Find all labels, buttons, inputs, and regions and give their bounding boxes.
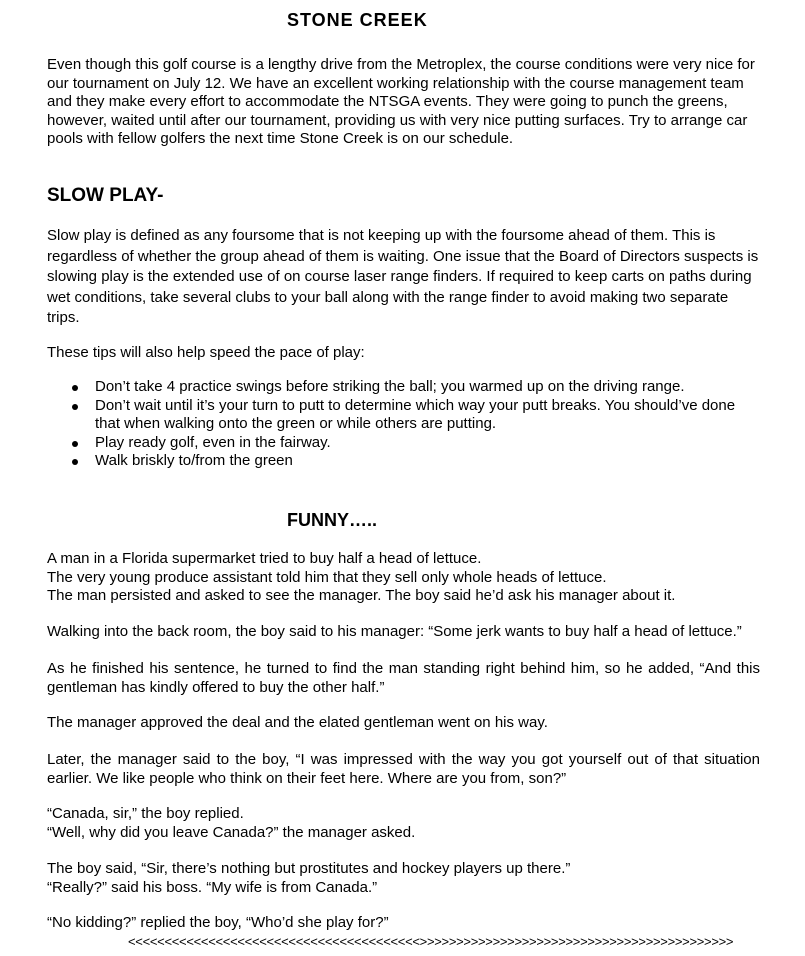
tips-intro: These tips will also help speed the pace of play:	[47, 344, 365, 361]
text-line: The boy said, “Sir, there’s nothing but prostitutes and hockey players up there.”	[47, 860, 571, 877]
tip-text: Don’t wait until it’s your turn to putt to determine which way your putt breaks. You should’ve done that when walking onto the green or while others are putting.	[95, 396, 736, 433]
funny-heading: FUNNY…..	[287, 510, 377, 530]
stone-creek-paragraph: Even though this golf course is a lengthy drive from the Metroplex, the course conditions were very nice for our tournament on July 12. We have an excellent working relationship with the course management team and they make every effort to accommodate the NTSGA events. They were going to punch the greens, however, waited until after our tournament, providing us with very nice putting surfaces. Try to arrange car pools with fellow golfers the next time Stone Creek is on our schedule.	[47, 56, 755, 148]
text-line: “Really?” said his boss. “My wife is from Canada.”	[47, 878, 378, 896]
slow-play-paragraph: Slow play is defined as any foursome that is not keeping up with the foursome ahead of them. This is regardless of whether the group ahead of them is waiting. One issue that the Board of Directors suspects is slowing play is the extended use of on course laser range finders. If required to keep carts on paths during wet conditions, take several clubs to your ball along with the range finder to avoid making two separate trips.	[47, 227, 759, 326]
finished-paragraph: As he finished his sentence, he turned to find the man standing right behind him, so he added, “And this gentleman has kindly offered to buy the other half.”	[47, 660, 760, 696]
approved-paragraph: The manager approved the deal and the elated gentleman went on his way.	[47, 714, 548, 731]
tips-list	[47, 378, 760, 471]
later-paragraph: Later, the manager said to the boy, “I was impressed with the way you got yourself out of that situation earlier. We like people who think on their feet here. Where are you from, son?”	[47, 751, 760, 787]
divider-line: <<<<<<<<<<<<<<<<<<<<<<<<<<<<<<<<<<<<<<<<>>>>>>>>>>>>>>>>>>>>>>>>>>>>>>>>>>>>>>>>>>>	[128, 934, 734, 949]
tip-text: Don’t take 4 practice swings before striking the ball; you warmed up on the driving range.	[95, 378, 685, 395]
list-item	[47, 378, 760, 397]
tip-text: Walk briskly to/from the green	[95, 452, 293, 470]
canada-paragraph	[47, 805, 760, 842]
text-line: The man persisted and asked to see the manager. The boy said he’d ask his manager about it.	[47, 587, 676, 605]
text-line: The very young produce assistant told him that they sell only whole heads of lettuce.	[47, 568, 607, 586]
list-item	[47, 397, 760, 434]
stone-creek-title: STONE CREEK	[287, 10, 428, 30]
text-line: A man in a Florida supermarket tried to buy half a head of lettuce.	[47, 550, 482, 567]
kidding-paragraph: “No kidding?” replied the boy, “Who’d she play for?”	[47, 914, 389, 931]
tip-text: Play ready golf, even in the fairway.	[95, 433, 331, 451]
text-line: “Canada, sir,” the boy replied.	[47, 805, 244, 822]
bullet-icon	[72, 441, 78, 447]
hockey-paragraph	[47, 860, 760, 897]
list-item	[47, 434, 760, 453]
bullet-icon	[72, 404, 78, 410]
funny-intro	[47, 550, 760, 606]
slow-play-heading: SLOW PLAY-	[47, 185, 164, 206]
text-line: “Well, why did you leave Canada?” the manager asked.	[47, 823, 416, 841]
bullet-icon	[72, 385, 78, 391]
backroom-paragraph: Walking into the back room, the boy said to his manager: “Some jerk wants to buy half a head of lettuce.”	[47, 623, 742, 640]
bullet-icon	[72, 459, 78, 465]
list-item	[47, 452, 760, 471]
